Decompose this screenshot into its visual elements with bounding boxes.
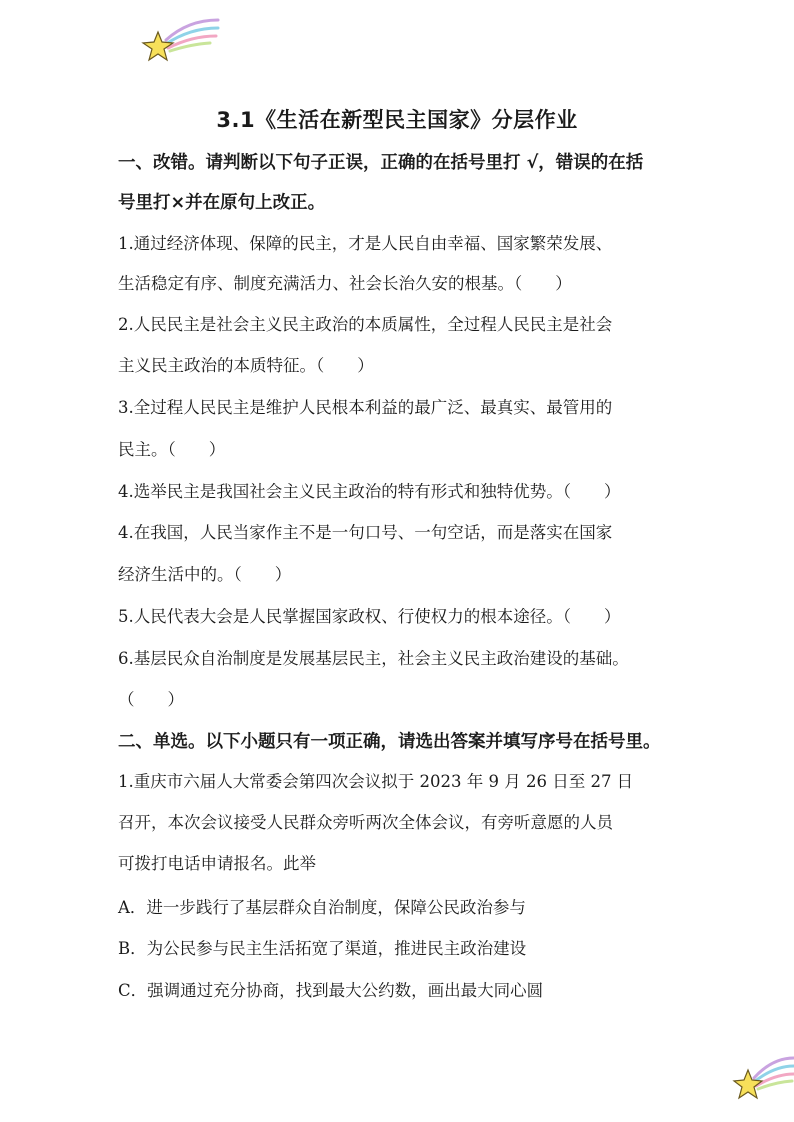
s2-q1-line2: 召开，本次会议接受人民群众旁听两次全体会议，有旁听意愿的人员: [118, 813, 613, 832]
s1-item5-line1: 4.在我国，人民当家作主不是一句口号、一句空话，而是落实在国家: [118, 523, 613, 542]
s2-q1-line3: 可拨打电话申请报名。此举: [118, 854, 316, 873]
page-title: 3.1《生活在新型民主国家》分层作业: [216, 108, 578, 132]
s2-q1-option-b: B．为公民参与民主生活拓宽了渠道，推进民主政治建设: [118, 939, 527, 958]
section1-heading: 一、改错。请判断以下句子正误，正确的在括号里打 √，错误的在括: [118, 153, 644, 173]
s2-q1-option-c: C．强调通过充分协商，找到最大公约数，画出最大同心圆: [118, 981, 544, 1000]
s1-item1-line2: 生活稳定有序、制度充满活力、社会长治久安的根基。（ ）: [118, 274, 572, 293]
s2-q1-option-a: A．进一步践行了基层群众自治制度，保障公民政治参与: [118, 898, 526, 917]
s1-item2-line1: 2.人民民主是社会主义民主政治的本质属性，全过程人民民主是社会: [118, 315, 613, 334]
shooting-star-icon: [732, 1052, 794, 1100]
s1-item4-line1: 4.选举民主是我国社会主义民主政治的特有形式和独特优势。（ ）: [118, 482, 621, 501]
section1-heading-cont: 号里打×并在原句上改正。: [118, 193, 326, 213]
section2-heading: 二、单选。以下小题只有一项正确，请选出答案并填写序号在括号里。: [118, 732, 661, 752]
s1-item6-line1: 5.人民代表大会是人民掌握国家政权、行使权力的根本途径。（ ）: [118, 607, 621, 626]
s1-item1-line1: 1.通过经济体现、保障的民主，才是人民自由幸福、国家繁荣发展、: [118, 234, 613, 253]
shooting-star-icon: [138, 16, 220, 62]
s2-q1-line1: 1.重庆市六届人大常委会第四次会议拟于 2023 年 9 月 26 日至 27 日: [118, 772, 634, 791]
s1-item7-line2: （ ）: [118, 690, 184, 709]
s1-item2-line2: 主义民主政治的本质特征。（ ）: [118, 356, 374, 375]
s1-item3-line2: 民主。（ ）: [118, 440, 226, 459]
s1-item7-line1: 6.基层民众自治制度是发展基层民主，社会主义民主政治建设的基础。: [118, 649, 629, 668]
s1-item5-line2: 经济生活中的。（ ）: [118, 565, 292, 584]
s1-item3-line1: 3.全过程人民民主是维护人民根本利益的最广泛、最真实、最管用的: [118, 398, 613, 417]
